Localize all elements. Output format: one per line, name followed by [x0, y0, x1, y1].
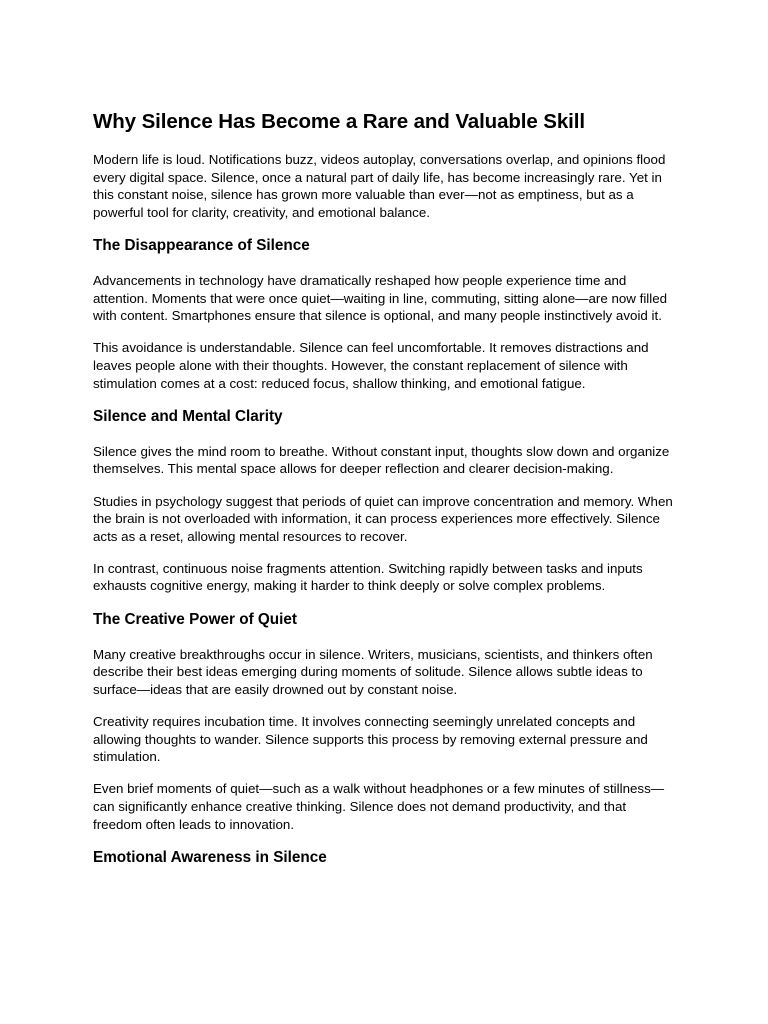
section-paragraph: Studies in psychology suggest that periods of quiet can improve concentration and memory. When the brain is not overloaded with information, it can process experiences more effectively. Silence acts as a reset, allowing mental resources to recover. [93, 493, 673, 544]
section-paragraph: Many creative breakthroughs occur in silence. Writers, musicians, scientists, and thinkers often describe their best ideas emerging during moments of solitude. Silence allows subtle ideas to surface—ideas that are easily drowned out by constant noise. [93, 646, 653, 697]
section-paragraph: Creativity requires incubation time. It involves connecting seemingly unrelated concepts and allowing thoughts to wander. Silence supports this process by removing external pressure and stimulation. [93, 714, 648, 765]
section-paragraph: In contrast, continuous noise fragments attention. Switching rapidly between tasks and inputs exhausts cognitive energy, making it harder to think deeply or solve complex problems. [93, 560, 643, 594]
section-heading-emotional-awareness: Emotional Awareness in Silence [93, 848, 327, 866]
section-paragraph: This avoidance is understandable. Silence can feel uncomfortable. It removes distractions and leaves people alone with their thoughts. However, the constant replacement of silence with stimulation comes at a cost: reduced focus, shallow thinking, and emotional fatigue. [93, 340, 649, 391]
intro-paragraph: Modern life is loud. Notifications buzz, videos autoplay, conversations overlap, and opinions flood every digital space. Silence, once a natural part of daily life, has become increasingly rare. Yet in this constant noise, silence has grown more valuable than ever—not as emptiness, but as a powerful tool for clarity, creativity, and emotional balance. [93, 152, 666, 220]
section-heading-disappearance: The Disappearance of Silence [93, 236, 310, 254]
section-heading-creative-power: The Creative Power of Quiet [93, 610, 298, 628]
document-title: Why Silence Has Become a Rare and Valuable Skill [93, 110, 585, 133]
section-paragraph: Advancements in technology have dramatically reshaped how people experience time and attention. Moments that were once quiet—waiting in line, commuting, sitting alone—are now filled with content. Smartphones ensure that silence is optional, and many people instinctively avoid it. [93, 272, 668, 324]
section-paragraph: Silence gives the mind room to breathe. Without constant input, thoughts slow down and organize themselves. This mental space allows for deeper reflection and clearer decision-making. [93, 443, 670, 477]
section-paragraph: Even brief moments of quiet—such as a walk without headphones or a few minutes of stillness—can significantly enhance creative thinking. Silence does not demand productivity, and that freedom often leads to innovation. [93, 781, 665, 832]
section-heading-mental-clarity: Silence and Mental Clarity [93, 407, 283, 425]
document-page [93, 109, 673, 884]
